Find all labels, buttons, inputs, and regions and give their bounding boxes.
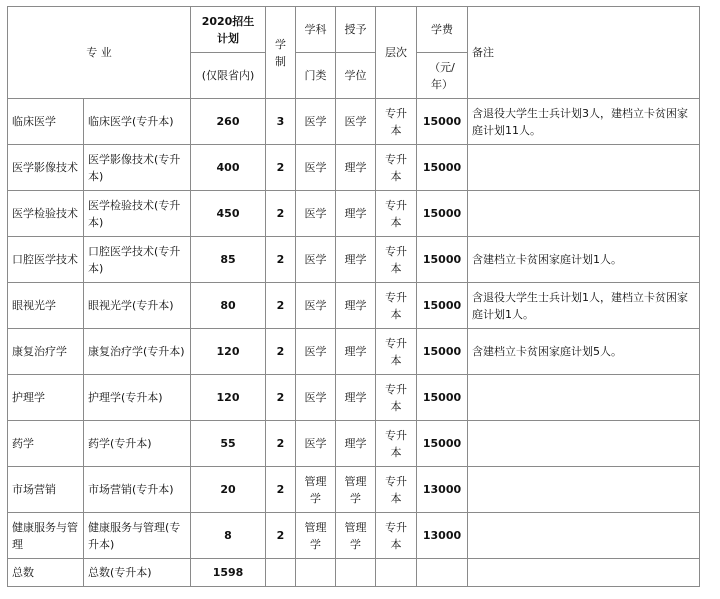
cell-fee: 15000 bbox=[417, 145, 468, 191]
cell-plan: 80 bbox=[191, 283, 266, 329]
cell-years: 2 bbox=[266, 375, 296, 421]
table-body bbox=[8, 99, 700, 587]
header-level: 层次 bbox=[376, 7, 417, 99]
total-row bbox=[8, 559, 700, 587]
cell-note bbox=[468, 191, 700, 237]
cell-category: 医学 bbox=[296, 99, 336, 145]
cell-degree: 理学 bbox=[336, 283, 376, 329]
header-major: 专 业 bbox=[8, 7, 191, 99]
cell-fee: 15000 bbox=[417, 99, 468, 145]
cell-plan: 450 bbox=[191, 191, 266, 237]
cell-fee: 15000 bbox=[417, 421, 468, 467]
table-row bbox=[8, 375, 700, 421]
cell-plan: 85 bbox=[191, 237, 266, 283]
cell-years: 2 bbox=[266, 237, 296, 283]
cell-degree: 医学 bbox=[336, 99, 376, 145]
cell-program: 健康服务与管理(专升本) bbox=[84, 513, 191, 559]
header-fee-top: 学费 bbox=[417, 7, 468, 53]
header-plan-scope: (仅限省内) bbox=[191, 53, 266, 99]
cell-note bbox=[468, 145, 700, 191]
cell-plan: 400 bbox=[191, 145, 266, 191]
cell-major: 市场营销 bbox=[8, 467, 84, 513]
cell-note bbox=[468, 375, 700, 421]
cell-category: 医学 bbox=[296, 421, 336, 467]
cell-years: 2 bbox=[266, 145, 296, 191]
cell-plan: 8 bbox=[191, 513, 266, 559]
cell-category: 管理 学 bbox=[296, 467, 336, 513]
cell-degree: 管理 学 bbox=[336, 513, 376, 559]
table-row bbox=[8, 467, 700, 513]
cell-years: 2 bbox=[266, 513, 296, 559]
cell-fee: 15000 bbox=[417, 329, 468, 375]
cell-empty bbox=[376, 559, 417, 587]
cell-note bbox=[468, 467, 700, 513]
cell-major: 眼视光学 bbox=[8, 283, 84, 329]
cell-level: 专升 本 bbox=[376, 191, 417, 237]
table-row bbox=[8, 513, 700, 559]
cell-fee: 15000 bbox=[417, 283, 468, 329]
cell-plan: 120 bbox=[191, 329, 266, 375]
header-plan: 2020招生 计划 bbox=[191, 7, 266, 53]
cell-category: 医学 bbox=[296, 329, 336, 375]
cell-empty bbox=[296, 559, 336, 587]
cell-program: 市场营销(专升本) bbox=[84, 467, 191, 513]
table-row bbox=[8, 329, 700, 375]
cell-major: 口腔医学技术 bbox=[8, 237, 84, 283]
cell-level: 专升 本 bbox=[376, 329, 417, 375]
cell-plan: 20 bbox=[191, 467, 266, 513]
cell-note: 含退役大学生士兵计划1人，建档立卡贫困家庭计划1人。 bbox=[468, 283, 700, 329]
cell-note bbox=[468, 421, 700, 467]
cell-category: 管理 学 bbox=[296, 513, 336, 559]
cell-program: 医学检验技术(专升本) bbox=[84, 191, 191, 237]
table-row bbox=[8, 145, 700, 191]
cell-program: 临床医学(专升本) bbox=[84, 99, 191, 145]
cell-fee: 15000 bbox=[417, 237, 468, 283]
cell-empty bbox=[468, 559, 700, 587]
cell-plan: 120 bbox=[191, 375, 266, 421]
cell-level: 专升 本 bbox=[376, 99, 417, 145]
header-subject-bottom: 门类 bbox=[296, 53, 336, 99]
cell-category: 医学 bbox=[296, 375, 336, 421]
cell-fee: 15000 bbox=[417, 375, 468, 421]
header-notes: 备注 bbox=[468, 7, 700, 99]
cell-level: 专升 本 bbox=[376, 283, 417, 329]
cell-degree: 管理 学 bbox=[336, 467, 376, 513]
cell-degree: 理学 bbox=[336, 329, 376, 375]
header-duration: 学 制 bbox=[266, 7, 296, 99]
cell-program: 口腔医学技术(专升本) bbox=[84, 237, 191, 283]
header-degree-bottom: 学位 bbox=[336, 53, 376, 99]
cell-program: 医学影像技术(专升本) bbox=[84, 145, 191, 191]
cell-years: 3 bbox=[266, 99, 296, 145]
cell-plan: 260 bbox=[191, 99, 266, 145]
cell-category: 医学 bbox=[296, 191, 336, 237]
cell-fee: 13000 bbox=[417, 467, 468, 513]
cell-major: 医学影像技术 bbox=[8, 145, 84, 191]
cell-years: 2 bbox=[266, 283, 296, 329]
cell-major: 康复治疗学 bbox=[8, 329, 84, 375]
cell-degree: 理学 bbox=[336, 421, 376, 467]
cell-major: 健康服务与管理 bbox=[8, 513, 84, 559]
cell-years: 2 bbox=[266, 421, 296, 467]
cell-degree: 理学 bbox=[336, 145, 376, 191]
cell-level: 专升 本 bbox=[376, 421, 417, 467]
cell-empty bbox=[266, 559, 296, 587]
cell-level: 专升 本 bbox=[376, 513, 417, 559]
cell-fee: 13000 bbox=[417, 513, 468, 559]
cell-years: 2 bbox=[266, 329, 296, 375]
cell-empty bbox=[336, 559, 376, 587]
cell-plan: 55 bbox=[191, 421, 266, 467]
cell-degree: 理学 bbox=[336, 237, 376, 283]
cell-category: 医学 bbox=[296, 145, 336, 191]
cell-note: 含建档立卡贫困家庭计划5人。 bbox=[468, 329, 700, 375]
enrollment-table bbox=[7, 6, 700, 587]
cell-level: 专升 本 bbox=[376, 145, 417, 191]
header-degree-top: 授予 bbox=[336, 7, 376, 53]
cell-fee: 15000 bbox=[417, 191, 468, 237]
table-row bbox=[8, 421, 700, 467]
cell-empty bbox=[417, 559, 468, 587]
cell-program: 护理学(专升本) bbox=[84, 375, 191, 421]
cell-program: 康复治疗学(专升本) bbox=[84, 329, 191, 375]
cell-degree: 理学 bbox=[336, 191, 376, 237]
table-header bbox=[8, 7, 700, 99]
table-row bbox=[8, 237, 700, 283]
table-row bbox=[8, 191, 700, 237]
cell-total-program: 总数(专升本) bbox=[84, 559, 191, 587]
cell-major: 护理学 bbox=[8, 375, 84, 421]
table-row bbox=[8, 99, 700, 145]
cell-major: 药学 bbox=[8, 421, 84, 467]
cell-years: 2 bbox=[266, 191, 296, 237]
cell-level: 专升 本 bbox=[376, 375, 417, 421]
cell-note: 含退役大学生士兵计划3人，建档立卡贫困家庭计划11人。 bbox=[468, 99, 700, 145]
cell-total-major: 总数 bbox=[8, 559, 84, 587]
cell-level: 专升 本 bbox=[376, 467, 417, 513]
cell-category: 医学 bbox=[296, 237, 336, 283]
cell-total-plan: 1598 bbox=[191, 559, 266, 587]
cell-program: 药学(专升本) bbox=[84, 421, 191, 467]
cell-major: 医学检验技术 bbox=[8, 191, 84, 237]
table-row bbox=[8, 283, 700, 329]
header-fee-unit: （元/ 年） bbox=[417, 53, 468, 99]
cell-degree: 理学 bbox=[336, 375, 376, 421]
cell-category: 医学 bbox=[296, 283, 336, 329]
cell-note bbox=[468, 513, 700, 559]
cell-note: 含建档立卡贫困家庭计划1人。 bbox=[468, 237, 700, 283]
cell-major: 临床医学 bbox=[8, 99, 84, 145]
cell-level: 专升 本 bbox=[376, 237, 417, 283]
cell-years: 2 bbox=[266, 467, 296, 513]
header-subject-top: 学科 bbox=[296, 7, 336, 53]
cell-program: 眼视光学(专升本) bbox=[84, 283, 191, 329]
